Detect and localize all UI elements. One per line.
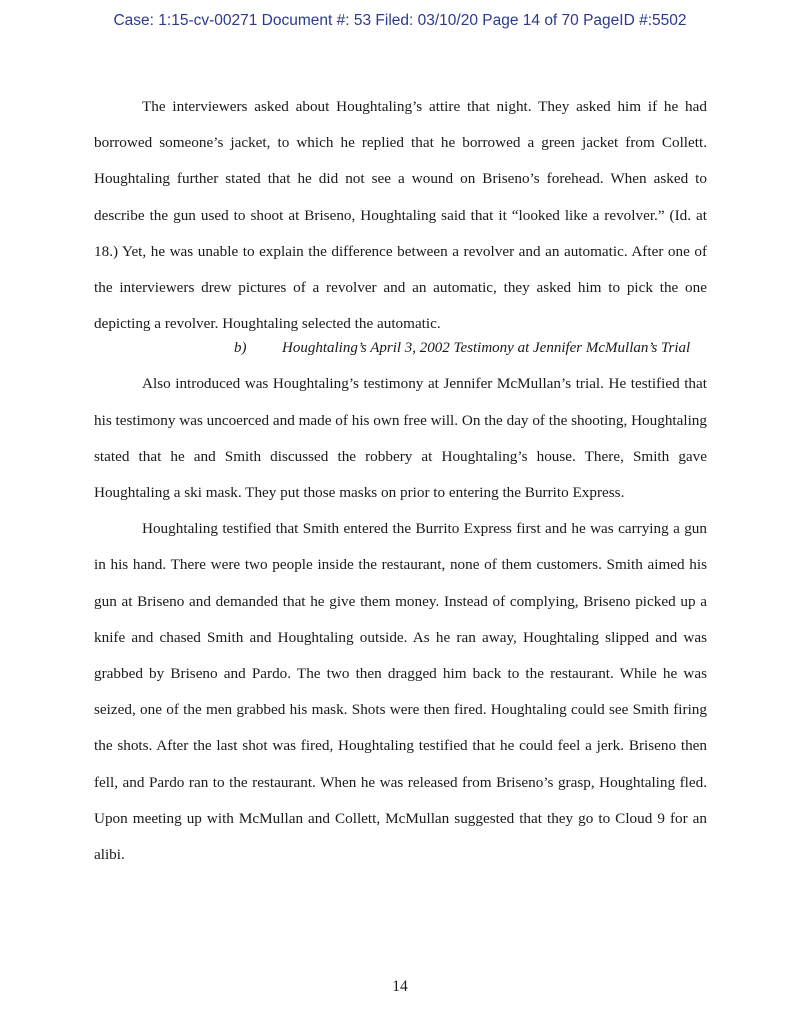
paragraph-shooting-account: Houghtaling testified that Smith entered the Burrito Express first and he was carrying a gun in his hand. There were two people inside the restaurant, none of them customers. Smith aimed his gun at Briseno and demanded that he give them money. Instead of complying, Briseno picked up a knife and chased Smith and Houghtaling outside. As he ran away, Houghtaling slipped and was grabbed by Briseno and Pardo. The two then dragged him back to the restaurant. While he was seized, one of the men grabbed his mask. Shots were then fired. Houghtaling could see Smith firing the shots. After the last shot was fired, Houghtaling testified that he could feel a jerk. Briseno then fell, and Pardo ran to the restaurant. When he was released from Briseno’s grasp, Houghtaling fled. Upon meeting up with McMullan and Collett, McMullan suggested that they go to Cloud 9 for an alibi. xyxy=(94,520,707,864)
section-heading xyxy=(234,339,707,357)
section-heading-label: b) xyxy=(234,340,247,357)
paragraph-trial-testimony: Also introduced was Houghtaling’s testimony at Jennifer McMullan’s trial. He testified that his testimony was uncoerced and made of his own free will. On the day of the shooting, Houghtaling stated that he and Smith discussed the robbery at Houghtaling’s house. There, Smith gave Houghtaling a ski mask. They put those masks on prior to entering the Burrito Express. xyxy=(94,375,707,502)
section-heading-title: Houghtaling’s April 3, 2002 Testimony at Jennifer McMullan’s Trial xyxy=(282,340,691,357)
page-number: 14 xyxy=(392,978,408,995)
document-body xyxy=(94,89,707,873)
paragraph-interview-attire: The interviewers asked about Houghtaling’s attire that night. They asked him if he had borrowed someone’s jacket, to which he replied that he borrowed a green jacket from Collett. Houghtaling further stated that he did not see a wound on Briseno’s forehead. When asked to describe the gun used to shoot at Briseno, Houghtaling said that it “looked like a revolver.” (Id. at 18.) Yet, he was unable to explain the difference between a revolver and an automatic. After one of the interviewers drew pictures of a revolver and an automatic, they asked him to pick the one depicting a revolver. Houghtaling selected the automatic. xyxy=(94,98,707,333)
case-header: Case: 1:15-cv-00271 Document #: 53 Filed: 03/10/20 Page 14 of 70 PageID #:5502 xyxy=(113,12,687,29)
